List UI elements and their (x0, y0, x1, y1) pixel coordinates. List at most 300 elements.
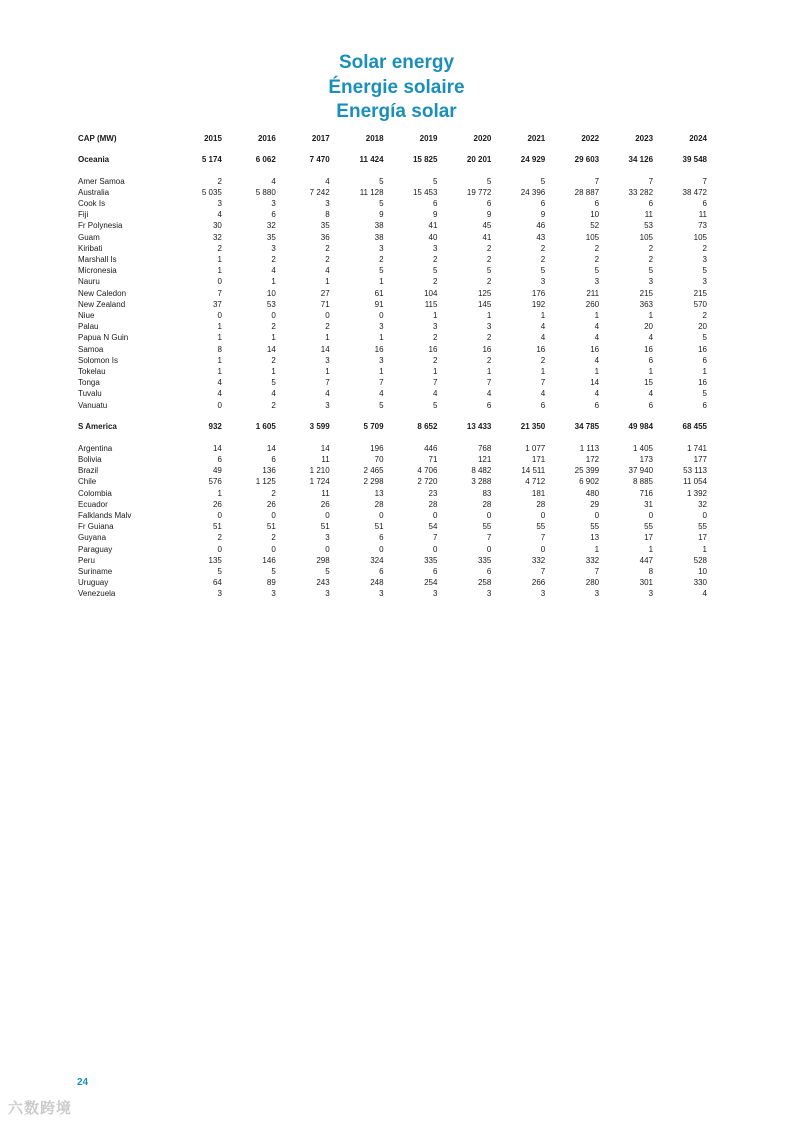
value-cell: 4 (379, 389, 384, 399)
value-cell: 54 (428, 522, 438, 532)
value-cell: 2 298 (363, 477, 384, 487)
value-cell: 3 288 (471, 477, 492, 487)
value-cell: 15 (644, 378, 654, 388)
value-cell: 53 (266, 299, 276, 309)
value-cell: 1 (379, 333, 384, 343)
value-cell: 32 (266, 221, 276, 231)
value-cell: 14 (266, 443, 276, 453)
value-cell: 1 405 (632, 443, 654, 453)
value-cell: 7 (486, 533, 492, 543)
capacity-table (78, 133, 707, 600)
row-label: Fiji (78, 210, 89, 220)
value-cell: 5 (540, 176, 546, 186)
value-cell: 7 (325, 378, 330, 388)
value-cell: 2 (325, 243, 330, 253)
value-cell: 1 (379, 277, 384, 287)
row-label: Tuvalu (78, 389, 102, 399)
value-cell: 7 470 (309, 154, 330, 164)
value-cell: 34 126 (628, 154, 654, 164)
value-cell: 49 984 (628, 422, 654, 432)
value-cell: 7 (540, 567, 546, 576)
value-cell: 24 396 (520, 187, 546, 197)
header-year: 2022 (581, 134, 600, 144)
value-cell: 254 (424, 578, 438, 588)
value-cell: 1 (325, 366, 330, 376)
value-cell: 10 (590, 210, 600, 220)
row-label: Paraguay (78, 544, 113, 554)
value-cell: 33 282 (628, 187, 654, 197)
value-cell: 45 (482, 221, 492, 231)
row-label: Fr Polynesia (78, 221, 123, 231)
value-cell: 1 (702, 366, 707, 376)
value-cell: 6 (540, 198, 546, 208)
value-cell: 2 (540, 254, 546, 264)
value-cell: 2 (271, 355, 276, 365)
value-cell: 4 (486, 389, 492, 399)
page-titles (0, 51, 793, 125)
value-cell: 3 (217, 589, 222, 599)
value-cell: 6 (648, 355, 654, 365)
value-cell: 1 (594, 310, 600, 320)
value-cell: 39 548 (682, 154, 707, 164)
value-cell: 2 (486, 254, 492, 264)
value-cell: 192 (531, 299, 546, 309)
value-cell: 55 (590, 522, 600, 532)
table-row (78, 499, 707, 510)
value-cell: 15 825 (412, 154, 438, 164)
value-cell: 7 (594, 567, 600, 576)
value-cell: 4 (594, 389, 600, 399)
value-cell: 280 (585, 578, 600, 588)
header-year: 2020 (473, 134, 492, 144)
value-cell: 0 (702, 510, 707, 520)
value-cell: 53 (644, 221, 654, 231)
value-cell: 1 (648, 310, 654, 320)
value-cell: 7 (433, 533, 438, 543)
value-cell: 5 (379, 266, 384, 276)
table-row (78, 321, 707, 332)
value-cell: 16 (482, 344, 492, 354)
value-cell: 2 (702, 310, 707, 320)
value-cell: 14 511 (521, 466, 546, 476)
row-label: Peru (78, 555, 95, 565)
table-row (78, 510, 707, 521)
value-cell: 2 (594, 243, 600, 253)
region-total-row (78, 154, 707, 166)
value-cell: 38 (374, 232, 384, 242)
value-cell: 55 (536, 522, 546, 532)
value-cell: 1 (540, 366, 546, 376)
value-cell: 570 (693, 299, 707, 309)
value-cell: 4 (594, 333, 600, 343)
row-label: Amer Samoa (78, 176, 125, 186)
value-cell: 3 (271, 198, 276, 208)
row-label: Oceania (78, 154, 110, 164)
table-row (78, 544, 707, 555)
value-cell: 71 (320, 299, 330, 309)
value-cell: 6 (217, 454, 222, 464)
value-cell: 3 (379, 355, 384, 365)
value-cell: 16 (374, 344, 384, 354)
table-row (78, 176, 707, 187)
value-cell: 26 (320, 499, 330, 509)
header-year: 2018 (365, 134, 384, 144)
value-cell: 21 350 (520, 422, 546, 432)
value-cell: 55 (644, 522, 654, 532)
value-cell: 145 (477, 299, 492, 309)
table-row (78, 400, 707, 411)
row-label: Micronesia (78, 266, 117, 276)
value-cell: 2 (325, 254, 330, 264)
value-cell: 51 (212, 522, 222, 532)
value-cell: 3 (486, 322, 492, 332)
value-cell: 5 (433, 266, 438, 276)
value-cell: 8 482 (471, 466, 492, 476)
value-cell: 5 (648, 266, 654, 276)
value-cell: 5 880 (255, 187, 276, 197)
value-cell: 5 (540, 266, 546, 276)
value-cell: 6 902 (579, 477, 600, 487)
value-cell: 2 (648, 243, 654, 253)
row-label: Vanuatu (78, 400, 108, 410)
value-cell: 3 (648, 277, 654, 287)
value-cell: 3 (325, 589, 330, 599)
value-cell: 1 (217, 322, 222, 332)
value-cell: 14 (266, 344, 276, 354)
value-cell: 115 (424, 299, 438, 309)
value-cell: 2 (217, 533, 222, 543)
value-cell: 9 (379, 210, 384, 220)
value-cell: 32 (212, 232, 222, 242)
row-label: Bolivia (78, 454, 102, 464)
value-cell: 576 (208, 477, 222, 487)
value-cell: 716 (639, 488, 654, 498)
value-cell: 5 (702, 266, 707, 276)
value-cell: 4 (271, 266, 276, 276)
value-cell: 0 (271, 544, 276, 554)
value-cell: 4 (325, 389, 330, 399)
value-cell: 332 (531, 555, 546, 565)
watermark-logo: 六数跨境 (8, 1100, 73, 1117)
value-cell: 0 (486, 510, 492, 520)
value-cell: 363 (639, 299, 654, 309)
table-row (78, 232, 707, 243)
value-cell: 61 (374, 288, 384, 298)
value-cell: 35 (266, 232, 276, 242)
value-cell: 5 (379, 176, 384, 186)
table-body (78, 145, 707, 600)
value-cell: 7 (540, 533, 546, 543)
value-cell: 14 (212, 443, 222, 453)
spacer-cell (78, 145, 707, 154)
value-cell: 0 (648, 510, 654, 520)
value-cell: 4 (433, 389, 438, 399)
value-cell: 16 (698, 344, 707, 354)
value-cell: 55 (698, 522, 707, 532)
value-cell: 4 706 (417, 466, 438, 476)
value-cell: 4 (540, 389, 546, 399)
value-cell: 2 (271, 254, 276, 264)
value-cell: 1 (702, 544, 707, 554)
row-label: Fr Guiana (78, 522, 114, 532)
value-cell: 38 (374, 221, 384, 231)
value-cell: 28 (374, 499, 384, 509)
value-cell: 31 (644, 499, 654, 509)
value-cell: 7 (540, 378, 546, 388)
value-cell: 4 (325, 266, 330, 276)
value-cell: 51 (374, 522, 384, 532)
value-cell: 2 (271, 533, 276, 543)
value-cell: 19 772 (466, 187, 492, 197)
value-cell: 16 (536, 344, 546, 354)
value-cell: 9 (433, 210, 438, 220)
value-cell: 447 (639, 555, 654, 565)
value-cell: 5 (379, 198, 384, 208)
value-cell: 4 (540, 322, 546, 332)
value-cell: 0 (217, 310, 222, 320)
value-cell: 3 (325, 400, 330, 410)
value-cell: 1 (648, 366, 654, 376)
value-cell: 332 (585, 555, 600, 565)
value-cell: 335 (477, 555, 492, 565)
value-cell: 528 (693, 555, 707, 565)
value-cell: 6 (433, 567, 438, 576)
value-cell: 5 174 (201, 154, 222, 164)
table-header-row (78, 133, 707, 145)
value-cell: 2 (271, 488, 276, 498)
value-cell: 324 (370, 555, 384, 565)
value-cell: 6 (648, 198, 654, 208)
value-cell: 28 (482, 499, 492, 509)
value-cell: 71 (428, 454, 438, 464)
value-cell: 3 (325, 533, 330, 543)
table-row (78, 577, 707, 588)
value-cell: 4 712 (525, 477, 546, 487)
value-cell: 2 (594, 254, 600, 264)
value-cell: 1 (433, 310, 438, 320)
value-cell: 5 (702, 333, 707, 343)
value-cell: 1 125 (255, 477, 276, 487)
table-row (78, 310, 707, 321)
value-cell: 480 (585, 488, 600, 498)
value-cell: 16 (428, 344, 438, 354)
row-label: Colombia (78, 488, 112, 498)
value-cell: 6 (379, 533, 384, 543)
row-label: Ecuador (78, 499, 108, 509)
value-cell: 1 741 (686, 443, 707, 453)
value-cell: 3 (486, 589, 492, 599)
value-cell: 0 (217, 544, 222, 554)
value-cell: 5 (271, 567, 276, 576)
value-cell: 4 (648, 333, 654, 343)
row-label: Tonga (78, 378, 100, 388)
value-cell: 9 (540, 210, 546, 220)
spacer-row (78, 411, 707, 421)
value-cell: 16 (698, 378, 707, 388)
row-label: Chile (78, 477, 97, 487)
table-row (78, 243, 707, 254)
value-cell: 248 (370, 578, 384, 588)
value-cell: 46 (536, 221, 546, 231)
header-unit-label: CAP (MW) (78, 134, 117, 144)
value-cell: 4 (217, 378, 222, 388)
value-cell: 2 (486, 243, 492, 253)
value-cell: 29 (590, 499, 600, 509)
value-cell: 55 (482, 522, 492, 532)
value-cell: 7 (648, 176, 654, 186)
table-row (78, 276, 707, 287)
value-cell: 3 (379, 243, 384, 253)
value-cell: 0 (540, 544, 546, 554)
value-cell: 1 (540, 310, 546, 320)
value-cell: 6 (594, 198, 600, 208)
value-cell: 5 (594, 266, 600, 276)
value-cell: 3 (379, 589, 384, 599)
value-cell: 0 (217, 510, 222, 520)
value-cell: 3 (594, 589, 600, 599)
value-cell: 181 (531, 488, 546, 498)
value-cell: 171 (531, 454, 546, 464)
value-cell: 32 (698, 499, 707, 509)
value-cell: 215 (639, 288, 654, 298)
value-cell: 5 (486, 266, 492, 276)
table-row (78, 443, 707, 454)
value-cell: 1 (325, 333, 330, 343)
row-label: Brazil (78, 466, 99, 476)
value-cell: 53 113 (683, 466, 707, 476)
row-label: Falklands Malv (78, 510, 132, 520)
value-cell: 2 (379, 254, 384, 264)
value-cell: 8 (325, 210, 330, 220)
value-cell: 17 (644, 533, 654, 543)
value-cell: 211 (586, 288, 600, 298)
value-cell: 3 (540, 277, 546, 287)
value-cell: 0 (271, 510, 276, 520)
value-cell: 20 (644, 322, 654, 332)
value-cell: 6 (702, 355, 707, 365)
value-cell: 1 605 (255, 422, 276, 432)
header-year: 2016 (257, 134, 276, 144)
value-cell: 28 (428, 499, 438, 509)
value-cell: 0 (433, 544, 438, 554)
value-cell: 2 (271, 322, 276, 332)
value-cell: 15 453 (412, 187, 438, 197)
value-cell: 1 113 (579, 443, 600, 453)
value-cell: 3 (433, 322, 438, 332)
value-cell: 68 455 (682, 422, 707, 432)
value-cell: 7 (702, 176, 707, 186)
value-cell: 6 (486, 567, 492, 576)
value-cell: 1 (325, 277, 330, 287)
value-cell: 1 (217, 333, 222, 343)
value-cell: 29 603 (574, 154, 600, 164)
value-cell: 2 (325, 322, 330, 332)
value-cell: 30 (212, 221, 222, 231)
table-row (78, 198, 707, 209)
table-row (78, 299, 707, 310)
value-cell: 298 (316, 555, 330, 565)
value-cell: 3 599 (309, 422, 330, 432)
header-year: 2015 (204, 134, 222, 144)
value-cell: 335 (424, 555, 438, 565)
value-cell: 3 (325, 198, 330, 208)
table-row (78, 366, 707, 377)
table-row (78, 265, 707, 276)
value-cell: 11 128 (359, 187, 384, 197)
row-label: Samoa (78, 344, 104, 354)
value-cell: 4 (325, 176, 330, 186)
row-label: Uruguay (78, 578, 109, 588)
value-cell: 105 (585, 232, 600, 242)
spacer-row (78, 166, 707, 176)
row-label: Kiribati (78, 243, 103, 253)
value-cell: 6 (648, 400, 654, 410)
title-spanish: Energía solar (336, 101, 457, 122)
value-cell: 0 (325, 310, 330, 320)
value-cell: 1 210 (309, 466, 330, 476)
value-cell: 2 465 (363, 466, 384, 476)
value-cell: 104 (424, 288, 438, 298)
value-cell: 3 (433, 243, 438, 253)
value-cell: 105 (639, 232, 654, 242)
value-cell: 1 (486, 366, 492, 376)
value-cell: 5 (433, 176, 438, 186)
value-cell: 6 (702, 400, 707, 410)
row-label: New Caledon (78, 288, 127, 298)
table-row (78, 377, 707, 388)
table-row (78, 355, 707, 366)
value-cell: 34 785 (574, 422, 600, 432)
value-cell: 43 (536, 232, 546, 242)
value-cell: 4 (217, 389, 222, 399)
title-french: Énergie solaire (328, 76, 465, 98)
value-cell: 6 (702, 198, 707, 208)
value-cell: 6 (540, 400, 546, 410)
value-cell: 446 (424, 443, 438, 453)
value-cell: 0 (540, 510, 546, 520)
value-cell: 5 (271, 378, 276, 388)
value-cell: 2 (217, 243, 222, 253)
row-label: Papua N Guin (78, 333, 129, 343)
value-cell: 2 (702, 243, 707, 253)
value-cell: 196 (370, 443, 384, 453)
value-cell: 7 (433, 378, 438, 388)
value-cell: 70 (374, 454, 384, 464)
table-row (78, 332, 707, 343)
value-cell: 4 (702, 589, 707, 599)
value-cell: 10 (698, 567, 707, 576)
spacer-cell (78, 411, 707, 421)
value-cell: 1 (217, 254, 222, 264)
value-cell: 5 (217, 567, 222, 576)
value-cell: 2 (648, 254, 654, 264)
value-cell: 64 (212, 578, 222, 588)
table-row (78, 344, 707, 355)
value-cell: 4 (271, 389, 276, 399)
value-cell: 176 (531, 288, 546, 298)
value-cell: 23 (428, 488, 438, 498)
value-cell: 1 077 (525, 443, 546, 453)
value-cell: 41 (482, 232, 492, 242)
spacer-row (78, 433, 707, 443)
value-cell: 41 (428, 221, 438, 231)
value-cell: 11 (644, 210, 654, 220)
value-cell: 1 (379, 366, 384, 376)
value-cell: 2 720 (417, 477, 438, 487)
value-cell: 4 (594, 355, 600, 365)
value-cell: 3 (217, 198, 222, 208)
value-cell: 0 (379, 544, 384, 554)
